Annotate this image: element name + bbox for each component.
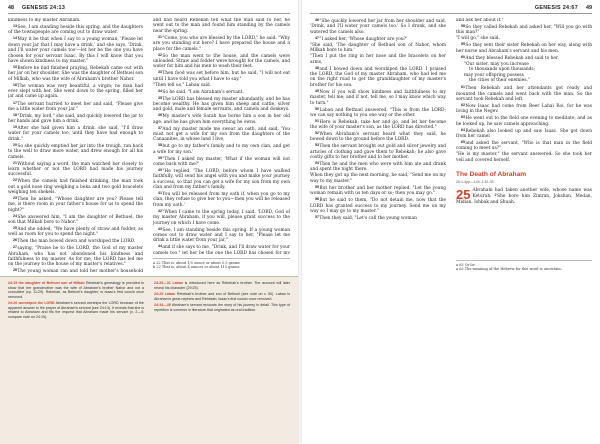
verse-paragraph	[8, 18, 143, 23]
verse-number: 31	[158, 34, 162, 39]
verse-number: 53	[315, 143, 319, 148]
verse-paragraph	[310, 215, 446, 221]
verse-paragraph	[456, 18, 592, 23]
verse-text: When Abraham's servant heard what they said, he bowed down to the ground before the LORD.	[310, 131, 446, 143]
verse-paragraph	[8, 161, 143, 178]
note-reference: 24:29—31 Laban	[154, 281, 184, 285]
verse-number: 47	[315, 35, 319, 40]
verse-number: 15	[13, 65, 17, 69]
study-notes-column	[8, 281, 144, 321]
verse-text: Here is Rebekah; take her and go, and let her become the wife of your master's son, as the LORD has directed."	[310, 119, 446, 131]
verse-number: 63	[461, 115, 465, 120]
verse-number: 20	[13, 142, 17, 147]
verse-paragraph	[8, 36, 143, 64]
verse-number: 23	[13, 196, 17, 201]
verse-text: My master's wife Sarah has borne him a son in her old age, and he has given him everything he owns.	[153, 114, 290, 125]
verse-number: 46	[315, 18, 319, 22]
verse-paragraph	[456, 42, 592, 54]
verse-number: 14	[13, 36, 17, 41]
scripture-column-left-1	[8, 18, 143, 273]
scripture-block	[456, 85, 592, 163]
verse-text: After she had given him a drink, she said, "I'll draw water for your camels too, until they have had enough to drink."	[8, 125, 143, 142]
poem-line: to thousands upon thousands;	[469, 67, 536, 73]
verse-text: Then the man bowed down and worshiped the LORD,	[17, 239, 136, 245]
verse-number: 58	[461, 24, 465, 29]
verse-number: 34	[158, 88, 162, 93]
verse-paragraph	[456, 115, 592, 127]
verse-text: But he said to them, "Do not detain me, now that the LORD has granted success to my journey. Send me on my way so I may go to my master."	[310, 198, 446, 214]
verse-text: When they got up the next morning, he said, "Send me on my way to my master."	[310, 173, 446, 184]
verse-number: 36	[158, 113, 162, 118]
verse-paragraph	[310, 131, 446, 143]
right-page	[302, 0, 600, 443]
verse-number: 39	[158, 155, 162, 160]
note-text: Rebekah's genealogy is provided to show that her grandmother was the wife of Abraham's brother Nahor and not a concubine (cp. 11:29). Rebekah, as Bethuel's daughter, is Isaac's first cousin once removed.	[8, 281, 144, 299]
verse-paragraph	[8, 268, 143, 273]
study-note	[8, 281, 144, 299]
verse-text: saying, "Praise be to the LORD, the God of my master Abraham, who has not abandoned his kindness and faithfulness to my master. As for me, the LORD has led me on the journey to the house of my master's relatives."	[8, 246, 143, 268]
verse-number: 33	[158, 70, 162, 75]
verse-text: So he said, "I am Abraham's servant.	[162, 89, 244, 95]
verse-paragraph	[310, 89, 446, 106]
page-number: 49	[586, 5, 592, 11]
verse-paragraph	[310, 173, 446, 184]
verse-paragraph	[310, 36, 446, 42]
verse-text: And they blessed Rebekah and said to her,	[465, 55, 559, 61]
verse-text: He went out to the field one evening to meditate, and as he looked up, he saw camels approaching.	[456, 116, 592, 127]
verse-number: 19	[13, 125, 17, 130]
verse-text: Now if you will show kindness and faithfulness to my master, tell me; and if not, tell me, so I may know which way to turn."	[310, 89, 446, 106]
verse-text: but go to my father's family and to my own clan, and get a wife for my son.'	[153, 144, 290, 155]
note-reference: 24:34—49	[154, 303, 171, 308]
verse-number: 25	[13, 226, 17, 231]
study-note	[8, 301, 144, 319]
verse-paragraph	[310, 66, 446, 89]
verse-number: 35	[158, 95, 162, 100]
verse-paragraph	[8, 101, 143, 113]
verse-paragraph	[8, 245, 143, 268]
verse-text: Laban and Bethuel answered, "This is from the LORD; we can say nothing to you one way or the other.	[310, 107, 446, 118]
verse-paragraph	[8, 24, 143, 36]
verse-number: 55	[315, 184, 319, 189]
verse-paragraph	[153, 18, 290, 34]
verse-text: "Then I put the ring in her nose and the bracelets on her arms,	[310, 54, 446, 65]
scripture-column-left-2	[153, 18, 290, 254]
verse-number: 40	[158, 168, 162, 173]
verse-paragraph	[310, 54, 446, 65]
verse-paragraph	[456, 55, 592, 61]
verse-text: But her brother and her mother replied, "Let the young woman remain with us ten days or so; then you may go."	[310, 185, 446, 197]
verse-number: 60	[461, 54, 465, 59]
verse-text: and had heard Rebekah tell what the man said to her, he went out to the man and found him standing by the camels near the spring.	[153, 18, 290, 34]
verse-paragraph	[310, 143, 446, 160]
left-page	[0, 0, 298, 443]
verse-text: See, I am standing beside this spring. If a young woman comes out to draw water and I say to her, "Please let me drink a little water from your jar,"	[153, 227, 290, 244]
verse-text: So she quickly emptied her jar into the trough, ran back to the well to draw more water, and drew enough for all his camels.	[8, 143, 143, 160]
verse-number: 57	[315, 215, 319, 220]
verse-text: Then the servant brought out gold and silver jewelry and articles of clothing and gave them to Rebekah; he also gave costly gifts to her brother and to her mother.	[310, 144, 446, 161]
page-number: 48	[8, 5, 14, 11]
verse-text: Without saying a word, the man watched her closely to learn whether or not the LORD had made his journey successful.	[8, 161, 143, 178]
note-text: Abraham's servant worships the LORD because of the apparent answer to the prayer of Abraham's servant (see 24:14). It reveals that she is related to Abraham and fits the request that Abraham made his servant (v. 2—4; compare note on 24:15).	[8, 301, 144, 319]
verse-text: So they sent their sister Rebekah on her way, along with her nurse and Abraham's servant and his men.	[456, 43, 592, 54]
verse-paragraph	[8, 226, 143, 238]
verse-text: Rebekah also looked up and saw Isaac. She got down from her camel	[456, 128, 592, 139]
verse-paragraph	[153, 156, 290, 168]
verse-text: You will be released from my oath if, when you go to my clan, they refuse to give her to you—then you will be released from my oath.'	[153, 192, 290, 208]
verse-text: Then food was set before him, but he said, "I will not eat until I have told you what I have to say."	[153, 71, 290, 82]
poem-line: may your offspring possess	[464, 72, 524, 78]
verse-number: 52	[315, 131, 319, 136]
verse-text: So the man went to the house, and the camels were unloaded. Straw and fodder were brought for the camels, and water for him and his men to wash their feet.	[153, 53, 290, 70]
verse-paragraph	[8, 238, 143, 244]
note-reference: 24:15 the daughter of Bethuel son of Milkah	[8, 281, 85, 285]
verse-text: Then he asked, "Whose daughter are you? Please tell me, is there room in your father's house for us to spend the night?"	[8, 196, 143, 213]
verse-paragraph	[310, 185, 446, 197]
verse-paragraph	[456, 103, 592, 115]
verse-paragraph	[153, 209, 290, 226]
verse-paragraph	[310, 119, 446, 131]
verse-number: 32	[158, 52, 162, 57]
verse-text: "She said, 'The daughter of Bethuel son of Nahor, whom Milkah bore to him.'	[310, 42, 446, 54]
verse-paragraph	[153, 143, 290, 155]
verse-number: 2	[494, 193, 497, 198]
verse-text: And my master made me swear an oath, and said, 'You must not get a wife for my son from the daughters of the Canaanites, in whose land I live,	[153, 126, 290, 143]
chapter-opening	[456, 188, 592, 258]
verse-text: "Then tell us," Laban said.	[153, 82, 212, 88]
verse-paragraph	[8, 214, 143, 226]
verse-text: "When I came to the spring today, I said, 'LORD, God of my master Abraham, if you will, please grant success to the journey on which I have come.	[153, 209, 290, 226]
verse-number: 65	[461, 139, 465, 144]
verse-paragraph	[8, 113, 143, 125]
blessing-poem	[464, 62, 592, 84]
verse-paragraph	[153, 70, 290, 82]
verse-paragraph	[8, 178, 143, 195]
scripture-column-right-2	[456, 18, 592, 163]
verse-paragraph	[153, 53, 290, 70]
verse-number: 26	[13, 238, 17, 243]
verse-text: and asked the servant, "Who is that man in the field coming to meet us?"	[456, 140, 592, 152]
poem-line: "Our sister, may you increase	[464, 61, 529, 67]
running-head: GENESIS 24:67	[534, 5, 578, 11]
footnote: a 22 That is, about 1/5 ounce or about 5.5 grams	[153, 260, 240, 265]
verse-number: 17	[13, 100, 17, 105]
verse-number: 64	[461, 127, 465, 132]
verse-paragraph	[153, 168, 290, 191]
verse-text: Then Rebekah and her attendants got ready and mounted the camels and went back with the man. So the servant took Rebekah and left.	[456, 86, 592, 102]
verse-text: She bore him Zimran, Jokshan, Medan, Midian, Ishbak and Shuah.	[456, 194, 592, 205]
verse-text: "Drink, my lord," she said, and quickly lowered the jar to her hands and gave him a drink.	[8, 113, 143, 125]
verse-number: 54	[315, 161, 319, 166]
verse-paragraph	[153, 244, 290, 254]
verse-paragraph	[456, 36, 592, 41]
right-page-header	[310, 5, 592, 14]
verse-paragraph	[8, 83, 143, 100]
verse-number: 42	[158, 208, 162, 213]
verse-paragraph	[8, 65, 143, 82]
verse-number: 18	[13, 112, 17, 117]
verse-number: 61	[461, 85, 465, 90]
verse-paragraph	[153, 89, 290, 95]
verse-text: "I will go," she said.	[456, 36, 500, 42]
verse-text: When the camels had finished drinking, the man took out a gold nose ring weighing a beka and two gold bracelets weighing ten shekels.	[8, 179, 143, 196]
verse-paragraph	[456, 85, 592, 102]
scripture-block	[456, 18, 592, 61]
verse-text: See, I am standing beside this spring, and the daughters of the townspeople are coming out to draw water.	[8, 24, 143, 36]
note-text: is introduced here as Rebekah's brother. The account will later reveal his character (29:25).	[154, 281, 290, 290]
verse-paragraph	[153, 191, 290, 208]
verse-text: Then he and the men who were with him ate and drank and spent the night there.	[310, 161, 446, 173]
verse-number: 27	[13, 245, 17, 250]
note-text: Abraham's servant recounts the story of his journey in detail. This type of repetition is common in literature that originated as oral tradition.	[154, 303, 290, 312]
chapter-number: 25	[456, 186, 471, 202]
verse-paragraph	[153, 113, 290, 125]
verse-number: 38	[158, 143, 162, 148]
verse-text: The young woman ran and told her mother's household	[17, 269, 143, 273]
study-note	[154, 292, 290, 301]
verse-text: The woman was very beautiful, a virgin; no man had ever slept with her. She went down to the spring, filled her jar and came up again.	[8, 83, 143, 100]
verse-text: "Then I asked my master, 'What if the woman will not come back with me?'	[153, 156, 290, 167]
verse-paragraph	[153, 96, 290, 113]
chapter-lead: Abraham had taken another wife, whose name was Keturah.	[472, 188, 592, 200]
verse-text: "She quickly lowered her jar from her shoulder and said, 'Drink, and I'll water your camels too.' So I drank, and she watered the camels also.	[310, 18, 446, 35]
verse-paragraph	[8, 196, 143, 213]
verse-number: 24	[13, 213, 17, 218]
study-notes-column	[154, 281, 290, 314]
verse-paragraph	[153, 126, 290, 143]
verse-paragraph	[456, 152, 592, 163]
verse-text: Now Isaac had come from Beer Lahai Roi, for he was living in the Negev.	[456, 103, 592, 115]
verse-paragraph	[153, 35, 290, 52]
verse-number: 37	[158, 125, 162, 130]
verse-text: She answered him, "I am the daughter of Bethuel, the son that Milkah bore to Nahor."	[8, 214, 143, 226]
verse-text: kindness to my master Abraham.	[8, 18, 81, 23]
verse-paragraph	[8, 125, 143, 142]
study-notes-left	[0, 276, 298, 444]
verse-text: Before he had finished praying, Rebekah came out with her jar on her shoulder. She was the daughter of Bethuel son of Milkah, who was the wife of Abraham's brother Nahor.	[8, 65, 143, 82]
verse-number: 59	[461, 42, 465, 47]
study-note	[154, 281, 290, 290]
verse-text: May it be that when I say to a young woman, 'Please let down your jar that I may have a drink,' and she says, 'Drink, and I'll water your camels too'—let her be the one you have chosen for your servant Isaac. By this I will know that you have shown kindness to my master."	[8, 37, 143, 64]
verse-text: "I asked her, 'Whose daughter are you?'	[319, 36, 408, 42]
verse-number: 16	[13, 82, 17, 87]
verse-text: "He is my master," the servant answered. So she took her veil and covered herself.	[456, 152, 592, 163]
verse-number: 50	[315, 106, 319, 111]
footnote: a 63 Or lie	[456, 262, 475, 267]
verse-number: 48	[315, 65, 319, 70]
section-heading: The Death of Abraham	[456, 171, 527, 178]
verse-number: 51	[315, 118, 319, 123]
study-note	[154, 303, 290, 312]
footnotes-left	[153, 258, 290, 270]
verse-number: 28	[13, 268, 17, 273]
verse-paragraph	[310, 161, 446, 173]
running-head: GENESIS 24:13	[22, 5, 66, 11]
verse-paragraph	[310, 197, 446, 214]
verse-text: So they called Rebekah and asked her, "Will you go with this man?"	[456, 24, 592, 36]
verse-text: and I bowed down and worshiped the LORD. I praised the LORD, the God of my master Abraham, who had led me on the right road to get the granddaughter of my master's brother for his son.	[310, 66, 446, 88]
verse-number: 49	[315, 88, 319, 93]
verse-number: 22	[13, 178, 17, 183]
verse-text: And she added, "We have plenty of straw and fodder, as well as room for you to spend the night."	[8, 226, 143, 238]
verse-paragraph	[456, 140, 592, 152]
verse-text: and ask her about it."	[456, 18, 504, 23]
verse-paragraph	[310, 43, 446, 54]
footnote: a 63 The meaning of the Hebrew for this word is uncertain.	[456, 267, 562, 272]
verse-text: Then they said, "Let's call the young woman	[319, 215, 417, 221]
verse-paragraph	[153, 83, 290, 88]
parallel-reference: 25:1-4pp—1Ch 1:32-33	[456, 180, 494, 184]
verse-paragraph	[153, 227, 290, 244]
verse-text: The servant hurried to meet her and said, "Please give me a little water from your jar."	[8, 101, 143, 112]
verse-number: 44	[158, 244, 162, 249]
note-reference: 24:26 worshiped the LORD	[8, 301, 55, 306]
left-page-header	[8, 5, 290, 14]
verse-number: 56	[315, 197, 319, 202]
verse-number: 21	[13, 160, 17, 165]
verse-text: "Come, you who are blessed by the LORD," he said. "Why are you standing out here? I have prepared the house and a place for the camels."	[153, 35, 290, 52]
scripture-column-right-1	[310, 18, 446, 273]
verse-text: and if she says to me, "Drink, and I'll draw water for your camels too," let her be the one the LORD has chosen for my	[153, 245, 290, 254]
verse-paragraph	[310, 18, 446, 35]
verse-paragraph	[456, 24, 592, 36]
verse-number: 13	[13, 24, 17, 29]
verse-paragraph	[8, 143, 143, 160]
verse-number: 43	[158, 226, 162, 231]
verse-paragraph	[310, 107, 446, 119]
note-reference: 24:29 Laban	[154, 292, 176, 297]
verse-text: "He replied, 'The LORD, before whom I have walked faithfully, will send his angel with you and make your journey a success, so that you can get a wife for my son from my own clan and from my father's family.	[153, 168, 290, 191]
note-text: Rebekah's brother and son of Bethuel (see note on v. 50). Laban is Abraham's great-nephew and Rebekah; Isaac's first cousin once removed.	[154, 292, 290, 301]
verse-paragraph	[456, 128, 592, 140]
verse-text: The LORD has blessed my master abundantly, and he has become wealthy. He has given him sheep and cattle, silver and gold, male and female servants, and camels and donkeys.	[153, 96, 290, 113]
verse-number: 62	[461, 103, 465, 107]
verse-number: 41	[158, 191, 162, 196]
footnotes-right	[456, 260, 592, 272]
footnote: b 22 That is, about 4 ounces or about 115 grams	[153, 265, 240, 270]
poem-line: the cities of their enemies."	[469, 78, 530, 84]
